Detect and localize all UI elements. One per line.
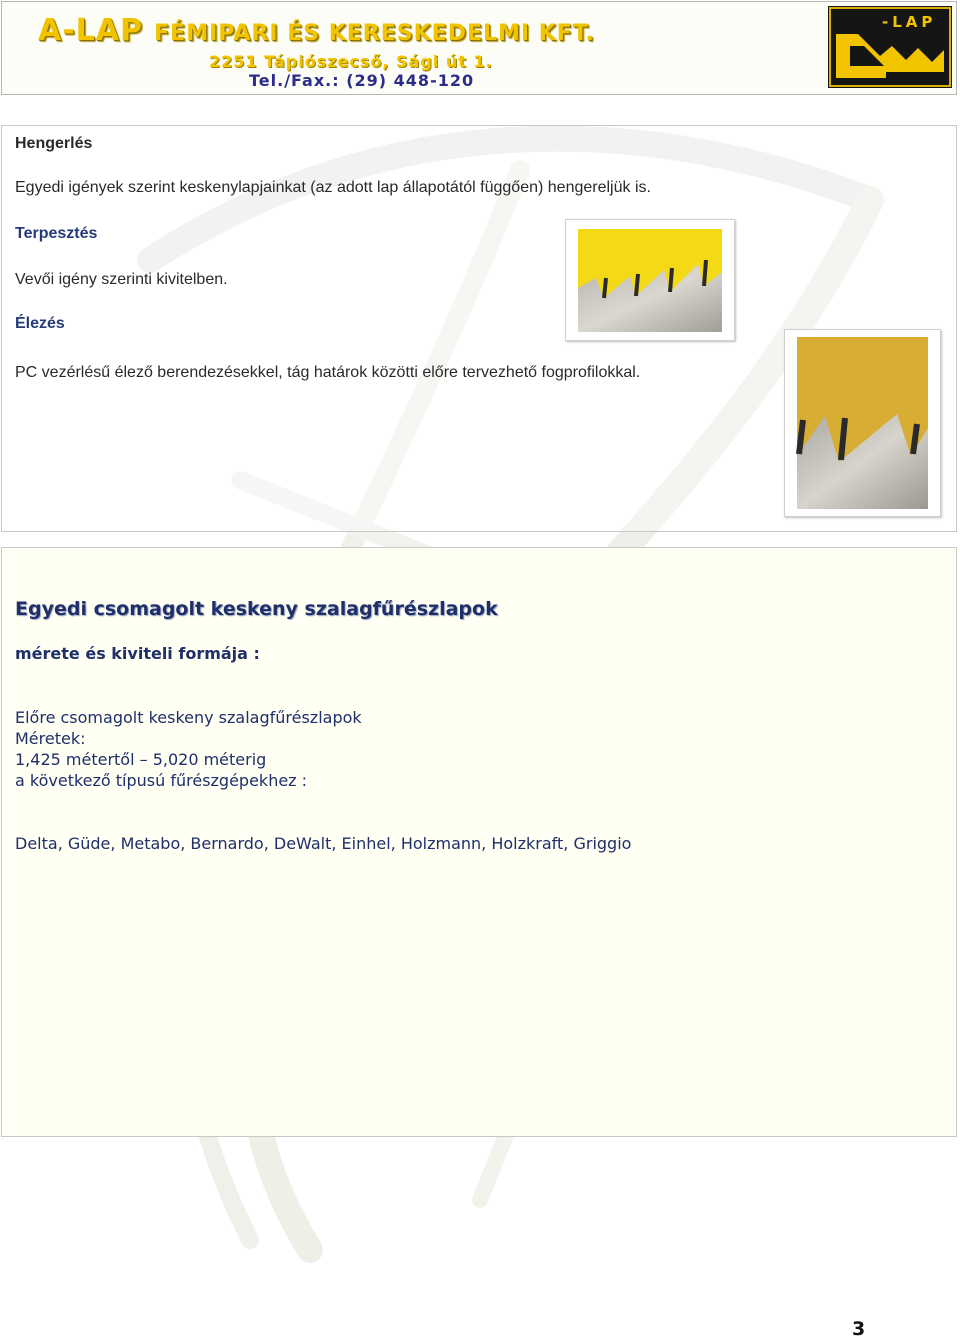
blade-section-subtitle: mérete és kiviteli formája : — [15, 644, 260, 663]
blade-section-title: Egyedi csomagolt keskeny szalagfűrészlapok — [15, 598, 498, 620]
blade-line-3: 1,425 métertől – 5,020 méterig — [15, 750, 267, 769]
terpesztes-text: Vevői igény szerinti kivitelben. — [15, 271, 228, 288]
letterhead — [1, 1, 957, 95]
saw-teeth-photo-small — [565, 219, 735, 341]
blade-info-panel — [1, 547, 957, 1137]
hengerles-heading: Hengerlés — [15, 135, 93, 152]
company-brand: A-LAP — [38, 13, 143, 48]
services-panel — [1, 125, 957, 532]
a-lap-logo — [828, 6, 952, 88]
logo-text: -LAP — [882, 13, 937, 31]
blade-line-1: Előre csomagolt keskeny szalagfűrészlapok — [15, 708, 362, 727]
terpesztes-heading: Terpesztés — [15, 225, 98, 242]
hengerles-text: Egyedi igények szerint keskenylapjainkat (az adott lap állapotától függően) hengereljük is. — [15, 179, 651, 196]
compatible-brands: Delta, Güde, Metabo, Bernardo, DeWalt, Einhel, Holzmann, Holzkraft, Griggio — [15, 834, 632, 853]
elezes-heading: Élezés — [15, 315, 65, 332]
elezes-text: PC vezérlésű élező berendezésekkel, tág határok közötti előre tervezhető fogprofilokkal. — [15, 364, 641, 381]
blade-line-2: Méretek: — [15, 729, 86, 748]
blade-line-4: a következő típusú fűrészgépekhez : — [15, 771, 308, 790]
saw-teeth-photo-large — [784, 329, 941, 517]
company-name — [38, 10, 595, 48]
company-legal-name: FÉMIPARI ÉS KERESKEDELMI KFT. — [154, 21, 595, 46]
page-number: 3 — [852, 1318, 866, 1340]
company-address: 2251 Tápiószecső, Sági út 1. — [209, 52, 493, 71]
company-phone: Tel./Fax.: (29) 448-120 — [249, 71, 475, 90]
